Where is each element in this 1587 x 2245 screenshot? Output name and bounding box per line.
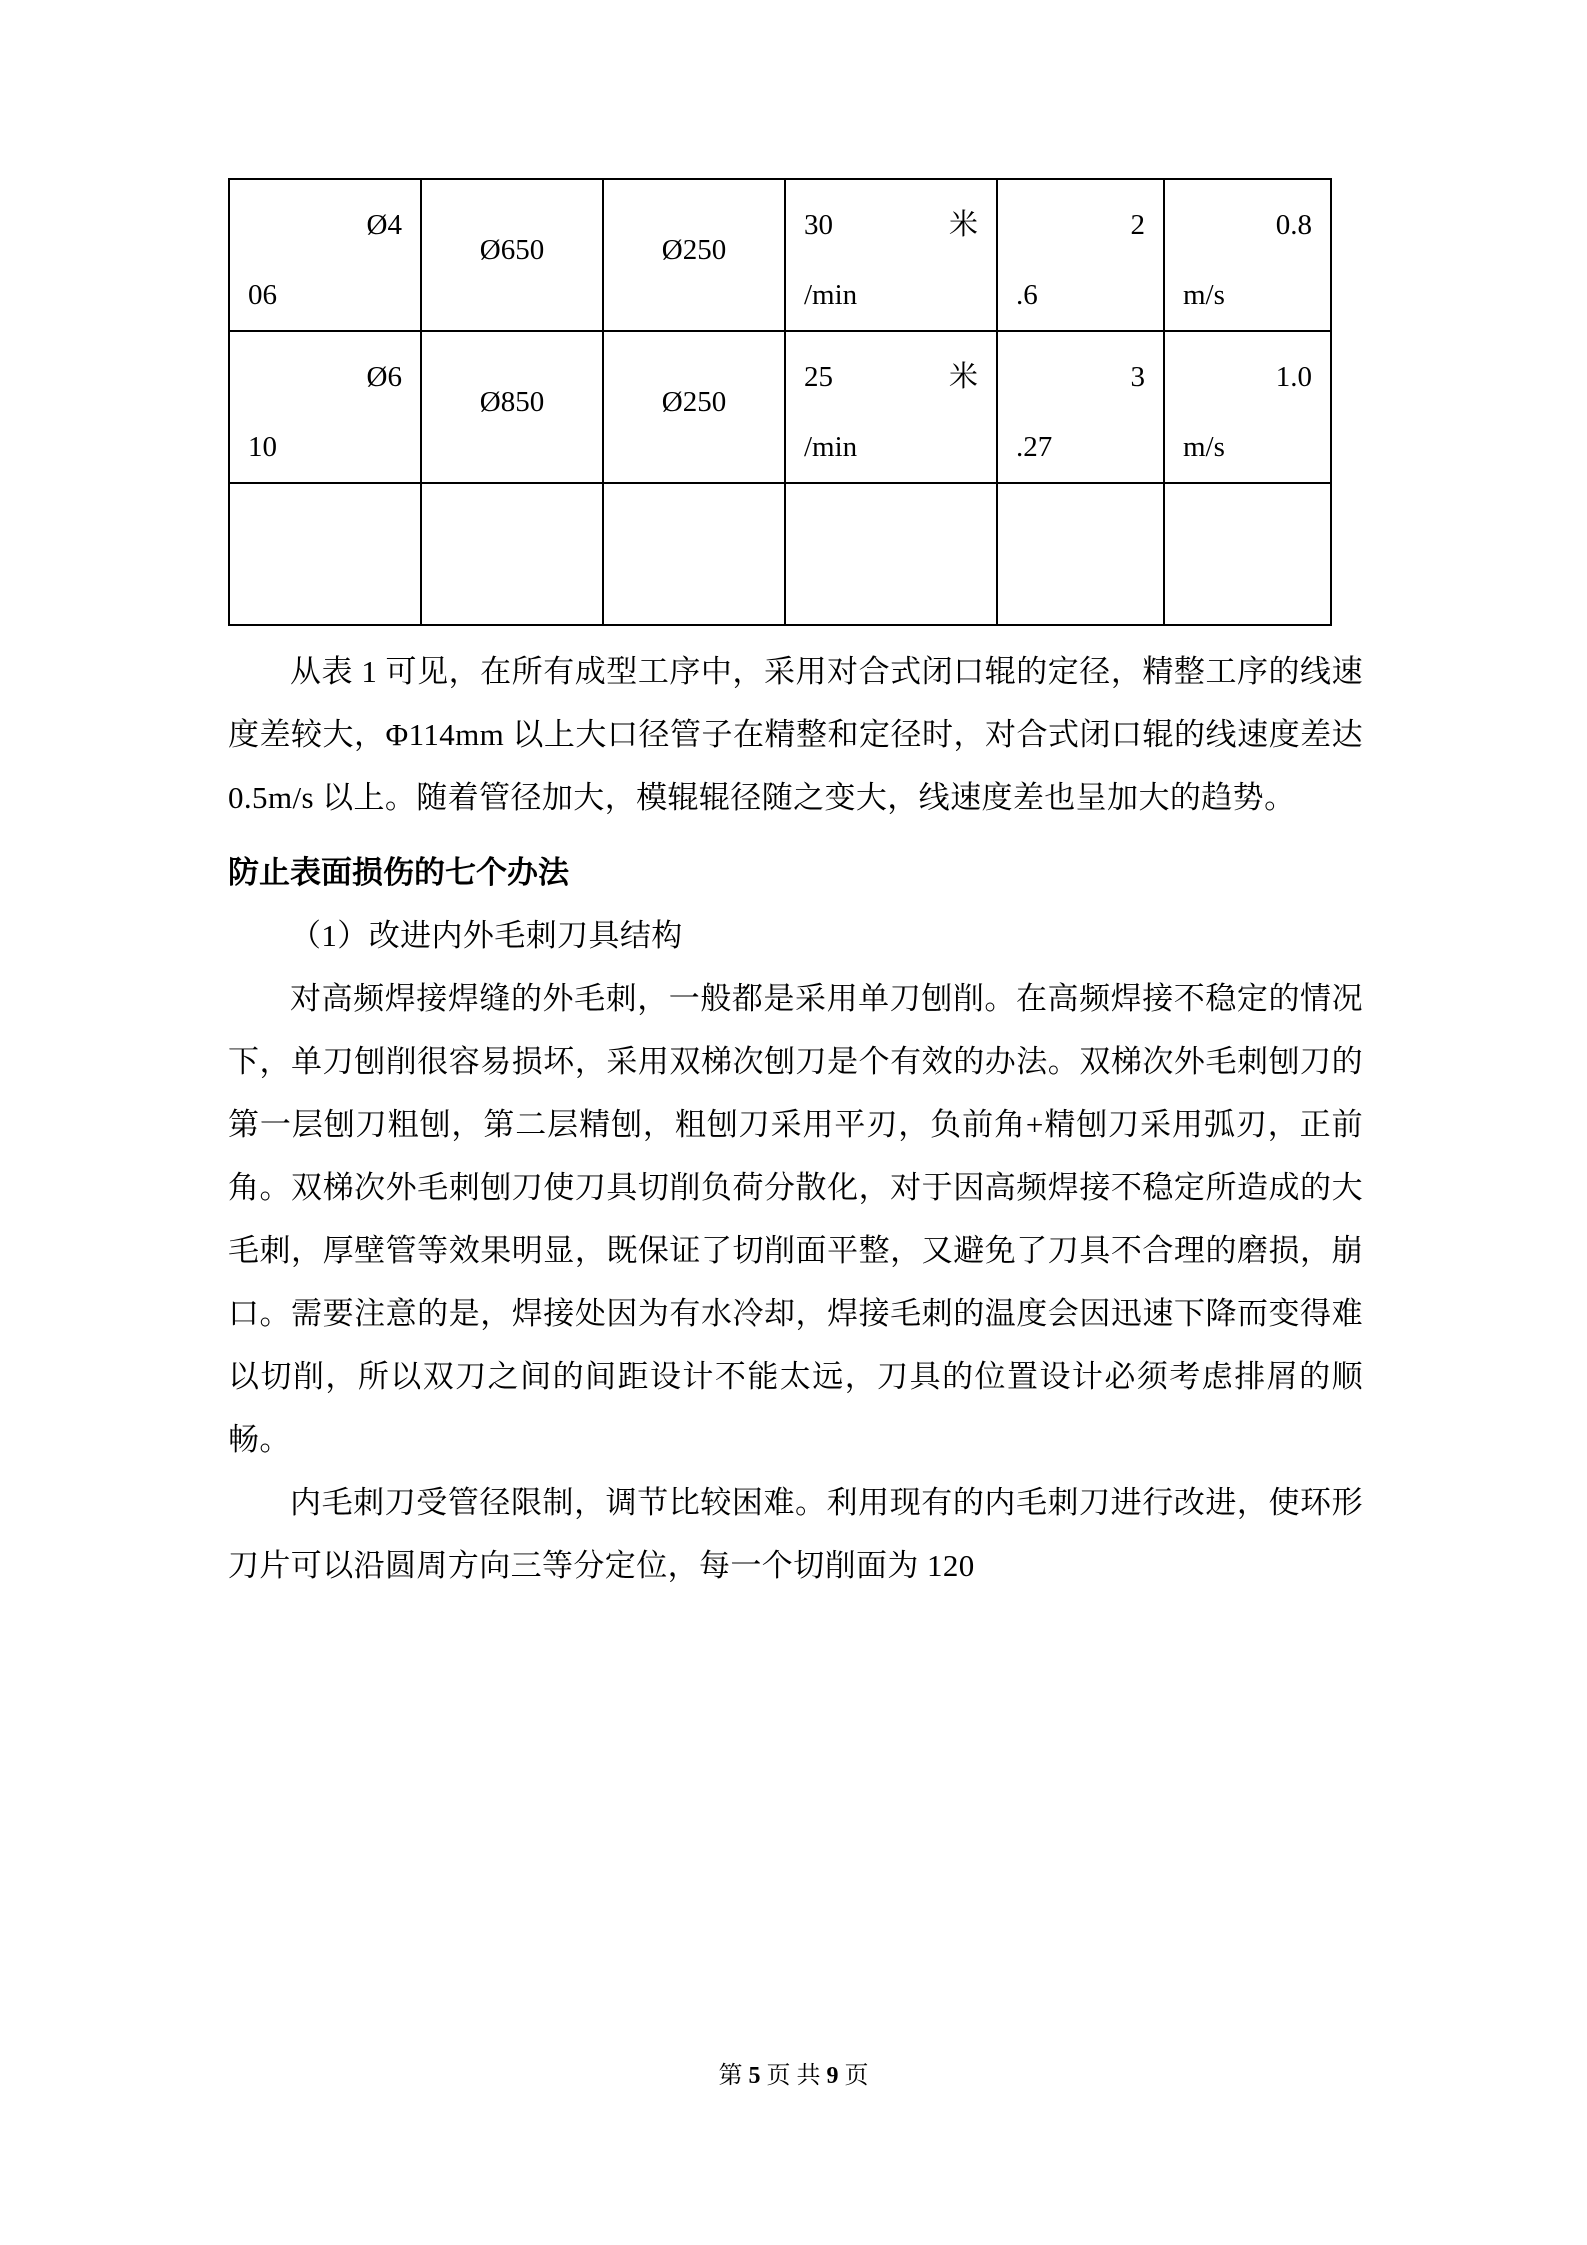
cell-speed-unit: 米 <box>948 209 978 241</box>
footer-suffix: 页 <box>844 2063 869 2089</box>
cell-line-1: 0.8 <box>1275 209 1312 241</box>
cell-line-1: Ø6 <box>366 361 402 393</box>
table-cell-diameter <box>229 179 421 331</box>
cell-line-2: .6 <box>1016 279 1038 311</box>
table-cell-roll-1: Ø650 <box>421 179 603 331</box>
table-cell-empty <box>1164 483 1331 625</box>
cell-line-1: Ø4 <box>366 209 402 241</box>
section-heading: 防止表面损伤的七个办法 <box>228 855 569 890</box>
table-row <box>229 179 1331 331</box>
table-cell-ratio <box>997 331 1164 483</box>
footer-current-page: 5 <box>748 2063 761 2089</box>
table-cell-empty <box>229 483 421 625</box>
footer-total-pages: 9 <box>826 2063 839 2089</box>
paragraph-body-1: 对高频焊接焊缝的外毛刺，一般都是采用单刀刨削。在高频焊接不稳定的情况下，单刀刨削很容易损坏，采用双梯次刨刀是个有效的办法。双梯次外毛刺刨刀的第一层刨刀粗刨，第二层精刨，粗刨刀采用平刃，负前角+精刨刀采用弧刃，正前角。双梯次外毛刺刨刀使刀具切削负荷分散化，对于因高频焊接不稳定所造成的大毛刺，厚壁管等效果明显，既保证了切削面平整，又避免了刀具不合理的磨损，崩口。需要注意的是，焊接处因为有水冷却，焊接毛刺的温度会因迅速下降而变得难以切削，所以双刀之间的间距设计不能太远，刀具的位置设计必须考虑排屑的顺畅。 <box>228 981 1363 1457</box>
cell-line-1: 1.0 <box>1275 361 1312 393</box>
cell-line-2: 10 <box>248 431 277 463</box>
table-row <box>229 331 1331 483</box>
table-cell-empty <box>997 483 1164 625</box>
cell-line-2: .27 <box>1016 431 1053 463</box>
paragraph-body-2: 内毛刺刀受管径限制，调节比较困难。利用现有的内毛刺刀进行改进，使环形刀片可以沿圆周方向三等分定位，每一个切削面为 120 <box>228 1485 1363 1583</box>
cell-speed-permin: /min <box>804 431 858 463</box>
table-cell-empty <box>785 483 997 625</box>
cell-line-2: m/s <box>1183 279 1225 311</box>
cell-speed-value: 25 <box>804 361 833 393</box>
table-cell-speed <box>785 179 997 331</box>
cell-line-2: 06 <box>248 279 277 311</box>
cell-line-1: 3 <box>1130 361 1145 393</box>
table-cell-roll-2: Ø250 <box>603 179 785 331</box>
cell-speed-value: 30 <box>804 209 833 241</box>
cell-speed-unit: 米 <box>948 361 978 393</box>
table-cell-speed <box>785 331 997 483</box>
page-footer <box>0 2055 1587 2090</box>
page-content <box>228 178 1363 1597</box>
table-cell-roll-2: Ø250 <box>603 331 785 483</box>
parameters-table <box>228 178 1332 626</box>
table-row-empty <box>229 483 1331 625</box>
footer-middle: 页 共 <box>766 2063 821 2089</box>
table-cell-roll-1: Ø850 <box>421 331 603 483</box>
table-cell-linear-speed <box>1164 331 1331 483</box>
table-cell-linear-speed <box>1164 179 1331 331</box>
cell-line-2: m/s <box>1183 431 1225 463</box>
subsection-heading: （1）改进内外毛刺刀具结构 <box>290 918 683 953</box>
paragraph-table-summary: 从表 1 可见，在所有成型工序中，采用对合式闭口辊的定径，精整工序的线速度差较大，Φ114mm 以上大口径管子在精整和定径时，对合式闭口辊的线速度差达 0.5m/s 以上。随着管径加大，模辊辊径随之变大，线速度差也呈加大的趋势。 <box>228 654 1363 815</box>
cell-line-1: 2 <box>1130 209 1145 241</box>
table-cell-empty <box>421 483 603 625</box>
table-cell-ratio <box>997 179 1164 331</box>
footer-prefix: 第 <box>718 2063 743 2089</box>
cell-speed-permin: /min <box>804 279 858 311</box>
table-cell-diameter <box>229 331 421 483</box>
table-cell-empty <box>603 483 785 625</box>
